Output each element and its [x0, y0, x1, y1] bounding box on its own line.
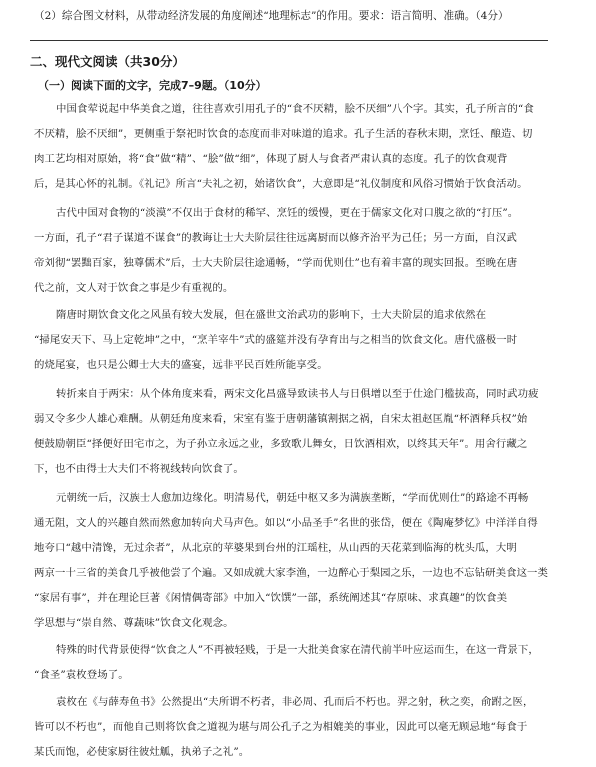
subsection-title: （一）阅读下面的文字，完成7–9题。（10分） [38, 79, 267, 92]
passage-line: 学思想与“崇自然、尊蔬味”饮食文化观念。 [34, 617, 234, 629]
passage-line: 后，是其心怀的礼制。《礼记》所言“夫礼之初，始诸饮食”，大意即是“礼仪制度和风俗习惯始于饮食活动。 [34, 178, 528, 190]
passage-line: 帝刘彻“罢黜百家，独尊儒术”后，士大夫阶层往途通畅，“学而优则仕”也有着丰富的现实回报。至晚在唐 [34, 257, 518, 269]
passage-line: 转折来自于两宋：从个体角度来看，两宋文化昌盛导致读书人与日俱增以至于仕途门槛拔高，同时武功疲 [56, 388, 539, 400]
passage-line: 两京一十三省的美食几乎被他尝了个遍。又如成就大家李渔，一边醉心于梨园之乐，一边也不忘钻研美食这一类 [34, 567, 549, 579]
section-title: 二、现代文阅读（共30分） [30, 54, 185, 69]
passage-line: 某氏而饱，必使家厨往彼灶觚，执弟子之礼”。 [34, 746, 250, 758]
passage-line: 隋唐时期饮食文化之风虽有较大发展，但在盛世文治武功的影响下，士大夫阶层的追求依然在 [56, 309, 487, 321]
divider-line [30, 40, 548, 41]
passage-line: 代之前，文人对于饮食之事是少有重视的。 [34, 282, 234, 294]
passage-line: 元朝统一后，汉族士人愈加边缘化。明清易代，朝廷中枢又多为满族垄断，“学而优则仕”的路途不再畅 [56, 492, 529, 504]
passage-line: 一方面，孔子“君子谋道不谋食”的教诲让士大夫阶层往往远离厨而以修齐治平为己任；另一方面，自汉武 [34, 232, 517, 244]
passage-line: 下，也不由得士大夫们不将视线转向饮食了。 [34, 463, 244, 475]
passage-line: “掃尾安天下、马上定乾坤”之中，“烹羊宰牛”式的盛筵并没有孕育出与之相当的饮食文化。唐代盛极一时 [34, 334, 518, 346]
question-2-prompt: （2）综合图文材料，从带动经济发展的角度阐述“地理标志”的作用。要求：语言简明、准确。（4分） [34, 10, 509, 22]
passage-line: 皆可以不朽也”，而他自己则将饮食之道视为堪与周公孔子之为相媲美的事业，因此可以毫无顾忌地“每食于 [34, 721, 528, 733]
passage-line: 地夸口“越中清馋，无过余者”，从北京的苹婆果到台州的江瑶柱，从山西的天花菜到临海的枕头瓜，大明 [34, 542, 517, 554]
passage-line: 古代中国对食物的“淡漠”不仅出于食材的稀罕、烹饪的缓慢，更在于儒家文化对口腹之欲的“打压”。 [56, 207, 519, 219]
passage-line: “家居有事”，并在理论巨著《闲情偶寄部》中加入“饮馔”一部，系统阐述其“存原味、求真趣”的饮食美 [34, 592, 508, 604]
passage-line: 通无阻，文人的兴趣自然而然愈加转向犬马声色。如以“小品圣手”名世的张岱，便在《陶庵梦忆》中洋洋自得 [34, 517, 538, 529]
passage-line: “食圣”袁枚登场了。 [34, 669, 129, 681]
passage-line: 特殊的时代背景使得“饮食之人”不再被轻贱，于是一大批美食家在清代前半叶应运而生，在这一背景下， [56, 644, 539, 656]
passage-line: 便鼓励朝臣“择便好田宅市之，为子孙立永远之业，多致歌儿舞女，日饮酒相欢，以终其天年”。用舍行藏之 [34, 438, 528, 450]
passage-line: 袁枚在《与薛寿鱼书》公然提出“夫所谓不朽者，非必周、孔而后不朽也。羿之射，秋之奕，俞跗之医， [56, 696, 534, 708]
passage-line: 不厌精，脍不厌细”，更侧重于祭祀时饮食的态度而非对味道的追求。孔子生活的春秋末期，烹饪、酿造、切 [34, 128, 533, 140]
passage-line: 中国食荤说起中华美食之道，往往喜欢引用孔子的“食不厌精，脍不厌细”八个字。其实，孔子所言的“食 [56, 103, 534, 115]
passage-line: 肉工艺均相对原始，将“食”做“精”、“脍”做“细”，体现了厨人与食者严肃认真的态度。孔子的饮食观背 [34, 153, 508, 165]
passage-line: 的烧尾宴，也只是公卿士大夫的盛宴，远非平民百姓所能享受。 [34, 359, 328, 371]
passage-line: 弱又令多少人雄心难酬。从朝廷角度来看，宋室有鉴于唐朝藩镇割据之祸，自宋太祖赵匡胤“杯酒释兵权”始 [34, 413, 528, 425]
